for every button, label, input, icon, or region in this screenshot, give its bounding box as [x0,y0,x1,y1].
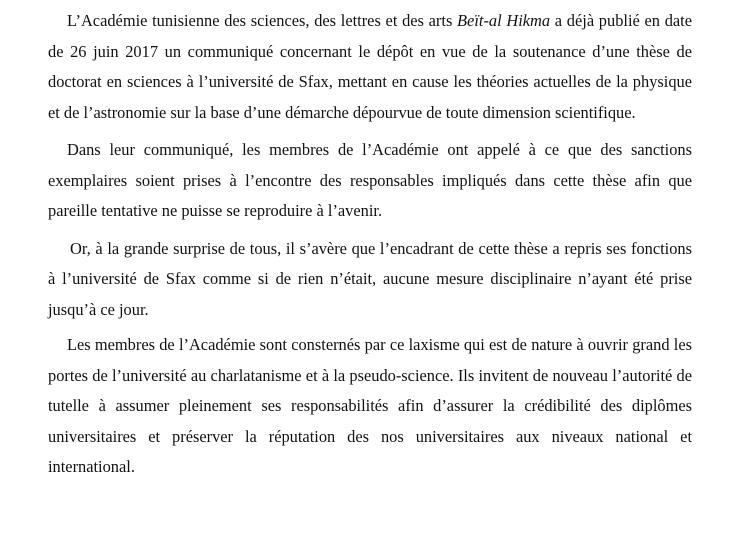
document-body [48,6,692,483]
paragraph-3: Or, à la grande surprise de tous, il s’avère que l’encadrant de cette thèse a repris ses fonctions à l’université de Sfax comme si de rien n’était, aucune mesure disciplinaire n’ayant été prise jusqu’à ce jour. [48,238,692,319]
paragraph-1-intro: L’Académie tunisienne des sciences, des lettres et des arts [67,11,458,30]
paragraph-1 [48,6,692,128]
paragraph-2: Dans leur communiqué, les membres de l’Académie ont appelé à ce que des sanctions exemplaires soient prises à l’encontre des responsables impliqués dans cette thèse afin que pareille tentative ne puisse se reproduire à l’avenir. [48,140,692,220]
paragraph-4: Les membres de l’Académie sont consternés par ce laxisme qui est de nature à ouvrir grand les portes de l’université au charlatanisme et à la pseudo-science. Ils invitent de nouveau l’autorité de tutelle à assumer pleinement ses responsabilités afin d’assurer la crédibilité des diplômes universitaires et préserver la réputation des nos universitaires aux niveaux national et international. [48,335,692,476]
paragraph-1-rest: a déjà publié en date de 26 juin 2017 un communiqué concernant le dépôt en vue de la soutenance d’une thèse de doctorat en sciences à l’université de Sfax, mettant en cause les théories actuelles de la physique et de l’astronomie sur la base d’une démarche dépourvue de toute dimension scientifique. [48,11,692,122]
institution-name: Beït-al Hikma [457,11,551,30]
